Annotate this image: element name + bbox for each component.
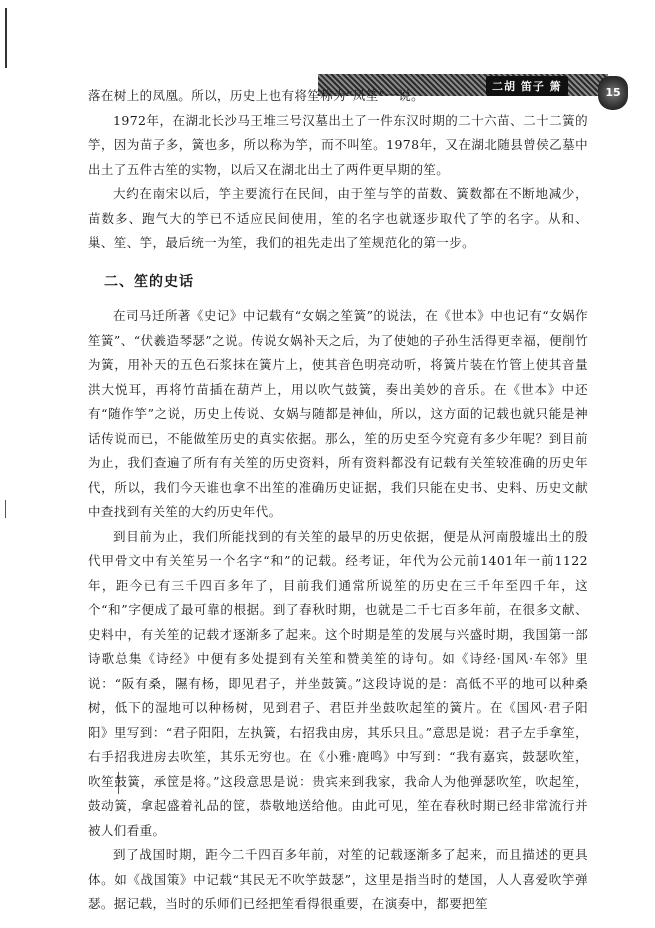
margin-mark [5,500,6,518]
paragraph-southern-song: 大约在南宋以后，竽主要流行在民间，由于笙与竽的苗数、簧数都在不断地减少，苗数多、跑气大的竽已不适应民间使用，笙的名字也就逐步取代了竽的名字。从和、巢、笙、竽，最后统一为笙，我们的祖先走出了笙规范化的第一步。 [88,186,588,250]
paragraph-shiji: 在司马迁所著《史记》中记载有“女娲之笙簧”的说法，在《世本》中也记有“女娲作笙簧”、“伏羲造琴瑟”之说。传说女娲补天之后，为了使她的子孙生活得更幸福，便削竹为簧，用补天的五色石浆抹在簧片上，使其音色明亮动听，将簧片装在竹管上使其音量洪大悦耳，再将竹苗插在葫芦上，用以吹气鼓簧，奏出美妙的音乐。在《世本》中还有“随作竽”之说，历史上传说、女娲与随都是神仙，所以，这方面的记载也就只能是神话传说而已，不能做笙历史的真实依据。那么，笙的历史至今究竟有多少年呢？到目前为止，我们查遍了所有有关笙的历史资料，所有资料都没有记载有关笙较准确的历史年代，所以，我们今天谁也拿不出笙的准确历史证据，我们只能在史书、史料、历史文献中查找到有关笙的大约历史年代。 [88,308,588,519]
paragraph-continuation: 落在树上的凤凰。所以，历史上也有将笙称为“凤笙”一说。 [88,88,425,103]
page-number: 15 [598,76,628,110]
section-title: 二、笙的史话 [104,273,194,290]
paragraph-warring-states: 到了战国时期，距今二千四百多年前，对笙的记载逐渐多了起来，而且描述的更具体。如《战国策》中记载“其民无不吹竽鼓瑟”，这里是指当时的楚国，人人喜爱吹竽弹瑟。据记载，当时的乐师们已经把笙看得很重要，在演奏中，都要把笙 [88,847,588,911]
paragraph-oracle-bone: 到目前为止，我们所能找到的有关笙的最早的历史依据，便是从河南殷墟出土的殷代甲骨文中有关笙另一个名字“和”的记载。经考证，年代为公元前1401年一前1122年，距今已有三千四百多年了，目前我们通常所说笙的历史在三千年至四千年，这个“和”字便成了最可靠的根据。到了春秋时期，也就是二千七百多年前，在很多文献、史料中，有关笙的记载才逐渐多了起来。这个时期是笙的发展与兴盛时期，我国第一部诗歌总集《诗经》中便有多处提到有关笙和赞美笙的诗句。如《诗经·国风·车邻》里说：“阪有桑，隰有杨，即见君子，并坐鼓簧。”这段诗说的是：高低不平的地可以种桑树，低下的湿地可以种杨树，见到君子、君臣并坐鼓吹起笙的簧片。在《国风·君子阳阳》里写到：“君子阳阳，左执簧，右招我由房，其乐只且。”意思是说：君子左手拿笙，右手招我进房去吹笙，其乐无穷也。在《小雅·鹿鸣》中写到：“我有嘉宾，鼓瑟吹笙，吹笙鼓簧，承筐是将。”这段意思是说：贵宾来到我家，我命人为他弹瑟吹笙，吹起笙，鼓动簧，拿起盛着礼品的筐，恭敬地送给他。由此可见，笙在春秋时期已经非常流行并被人们看重。 [88,528,588,838]
page-body [88,84,588,917]
margin-line [5,8,7,68]
header-label: 二胡 笛子 箫 [486,76,568,96]
paragraph-mawangdui: 1972年，在湖北长沙马王堆三号汉墓出土了一件东汉时期的二十六苗、二十二簧的竽，因为苗子多，簧也多，所以称为竽，而不叫笙。1978年，又在湖北随县曾侯乙墓中出土了五件古笙的实物，以后又在湖北出土了两件更早期的笙。 [88,112,588,177]
